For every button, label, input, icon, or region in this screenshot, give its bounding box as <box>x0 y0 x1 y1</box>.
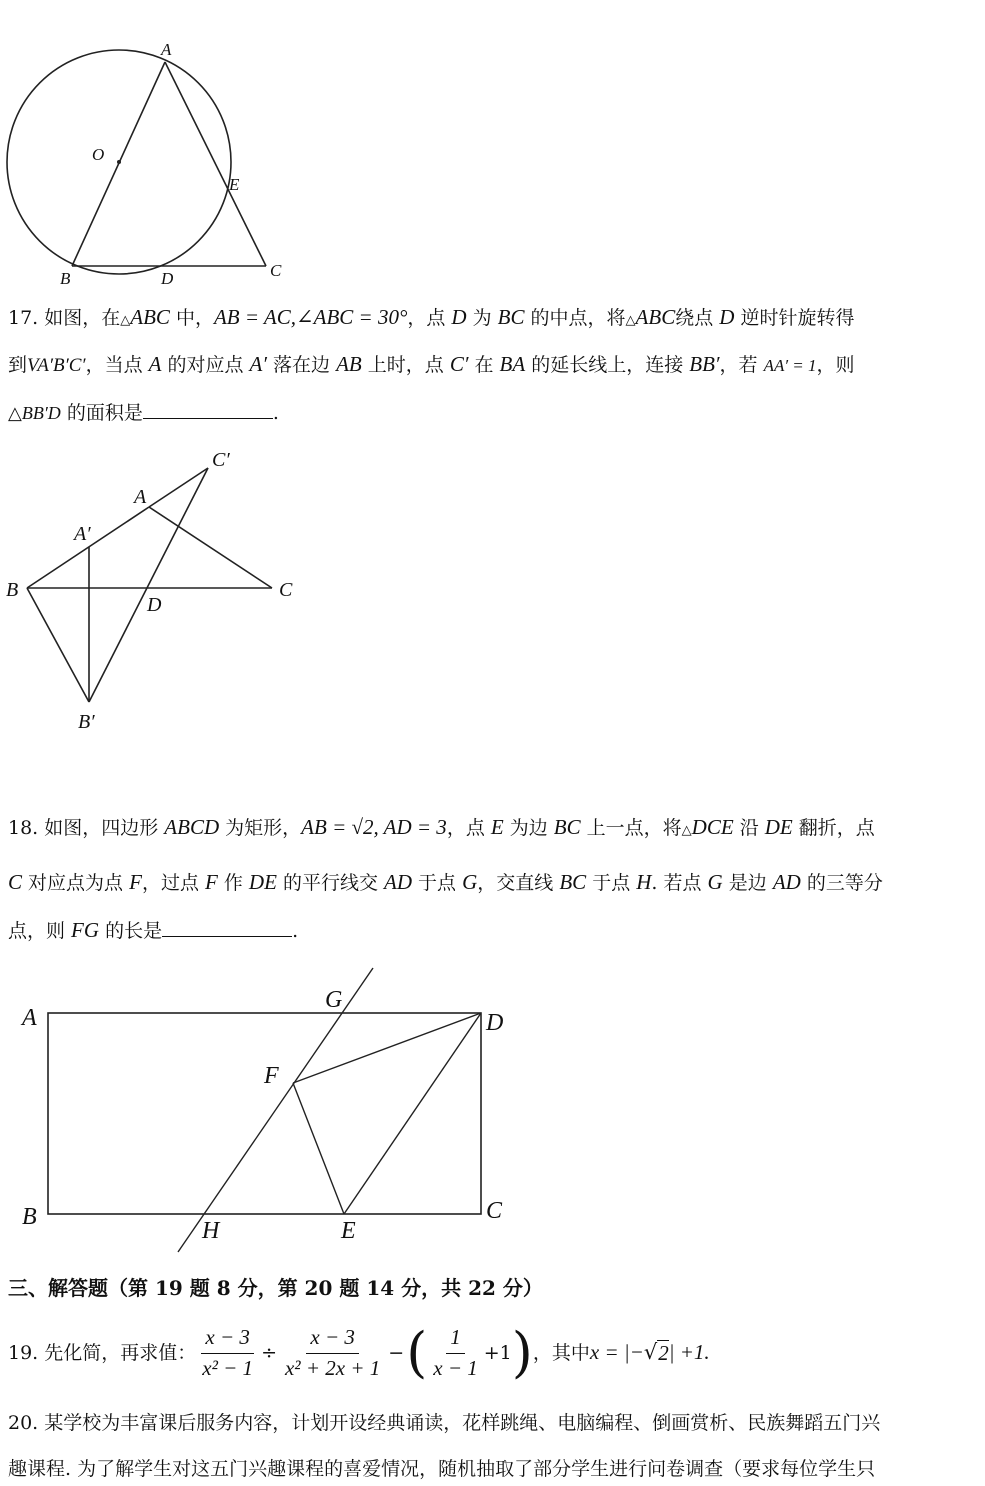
segment-cprime-bprime <box>89 468 208 702</box>
figure-rotation <box>0 440 320 740</box>
segment-ab <box>72 62 165 266</box>
fraction-1: $\frac{x - 3}{\text{x² − 1}}$ <box>202 1325 254 1380</box>
label-h: H <box>202 1218 220 1244</box>
figure-circle-triangle <box>0 30 300 290</box>
answer-blank-18[interactable] <box>162 918 292 937</box>
label-c: C <box>279 579 293 601</box>
q17-line3: △BB′D 的面积是 . <box>8 402 279 424</box>
fraction-3: $\frac{1}{x - 1}$ <box>433 1325 478 1380</box>
label-g: G <box>325 987 343 1013</box>
q19-line: 19. 先化简，再求值： $\frac{x - 3}{\text{x² − 1}}$ ÷ $\frac{x - 3}{\text{x² + 2x + 1}}$ − ( $\frac{1}{x - 1}$ +1 ) ，其中 x = |− √ 2 | +1. <box>8 1321 710 1384</box>
label-d: D <box>147 594 162 616</box>
q18-line3: 点，则 FG 的长是 . <box>8 918 299 942</box>
label-d: D <box>486 1010 504 1036</box>
rectangle-abcd <box>48 1013 481 1214</box>
section-heading: 三、解答题（第 19 题 8 分，第 20 题 14 分，共 22 分） <box>8 1276 543 1300</box>
label-f: F <box>264 1063 279 1089</box>
segment-de <box>344 1013 481 1214</box>
segment-fe <box>293 1083 344 1214</box>
label-e: E <box>341 1218 356 1244</box>
q20-line1: 20. 某学校为丰富课后服务内容，计划开设经典诵读，花样跳绳、电脑编程、倒画赏析、民族舞蹈五门兴 <box>8 1412 881 1434</box>
right-paren: ) <box>511 1321 533 1384</box>
label-o: O <box>92 145 105 164</box>
sqrt-sign: √ <box>643 1340 658 1365</box>
segment-ba <box>27 507 149 588</box>
line-gh <box>178 968 373 1252</box>
segment-a-cprime <box>149 468 208 507</box>
label-bprime: B′ <box>78 711 95 733</box>
center-dot <box>117 160 121 164</box>
segment-df <box>293 1013 481 1083</box>
label-d: D <box>161 269 174 288</box>
answer-blank-17[interactable] <box>143 400 273 419</box>
segment-ac <box>165 62 266 266</box>
segment-b-bprime <box>27 588 89 702</box>
label-e: E <box>229 175 240 194</box>
label-c: C <box>270 261 282 280</box>
label-b: B <box>22 1204 37 1230</box>
label-a: A <box>161 40 172 59</box>
q20-line2: 趣课程. 为了解学生对这五门兴趣课程的喜爱情况，随机抽取了部分学生进行问卷调查（要求每位学生只 <box>8 1458 876 1480</box>
label-cprime: C′ <box>212 449 230 471</box>
q18-line2: C 对应点为点 F，过点 F 作 DE 的平行线交 AD 于点 G，交直线 BC 于点 H. 若点 G 是边 AD 的三等分 <box>8 870 883 894</box>
figure-rectangle-fold <box>0 960 540 1260</box>
q17-line1: 17. 如图，在△ABC 中，AB = AC,∠ABC = 30°，点 D 为 BC 的中点，将△ABC绕点 D 逆时针旋转得 <box>8 305 855 329</box>
q18-line1: 18. 如图，四边形 ABCD 为矩形，AB = √2, AD = 3，点 E 为边 BC 上一点，将△DCE 沿 DE 翻折，点 <box>8 815 875 839</box>
left-paren: ( <box>406 1321 428 1384</box>
q17-line2: 到VA′B′C′，当点 A 的对应点 A′ 落在边 AB 上时，点 C′ 在 BA 的延长线上，连接 BB′，若 AA′ = 1，则 <box>8 352 855 376</box>
label-b: B <box>6 579 19 601</box>
fraction-2: $\frac{x - 3}{\text{x² + 2x + 1}}$ <box>284 1325 381 1380</box>
label-a: A <box>22 1005 37 1031</box>
label-aprime: A′ <box>74 523 91 545</box>
label-b: B <box>60 269 71 288</box>
label-c: C <box>486 1198 503 1224</box>
label-a: A <box>134 486 147 508</box>
